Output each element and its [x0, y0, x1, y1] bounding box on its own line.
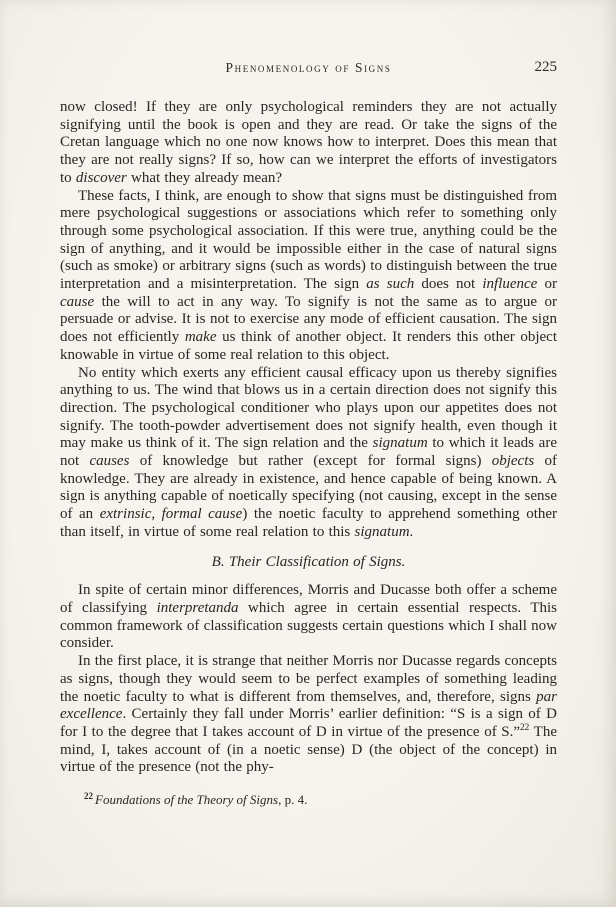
text-column — [60, 60, 557, 808]
italic-text: influence — [482, 276, 538, 293]
italic-text: objects — [491, 453, 535, 470]
italic-text: signatum — [372, 435, 428, 452]
body-text: of knowledge but rather (except for formal signs) — [129, 453, 492, 470]
paragraph — [60, 99, 557, 188]
body-text: . — [409, 523, 414, 540]
body-text: . Certainly they fall under Morris’ earlier definition: “S is a sign of D for I to the degree that I takes account of D in virtue of the presence of S.” — [60, 706, 557, 740]
body-text: ) the noetic faculty to apprehend something other than itself, in virtue of some real relation to this — [60, 506, 558, 540]
italic-text: par excellence — [60, 688, 557, 723]
body-text: what they already mean? — [126, 169, 283, 186]
running-header-title: Phenomenology of Signs — [225, 60, 392, 75]
italic-text: Foundations of the Theory of Signs — [95, 792, 279, 808]
body-text: which agree in certain essential respects. This common framework of classification suggests certain questions which I shall now consider. — [60, 599, 557, 652]
body-text: of knowledge. They are already in existence, and hence capable of being known. A sign is anything capable of noetically specifying (not causing, except in the sense of an — [60, 453, 557, 523]
footnote — [60, 792, 557, 808]
body-text: , p. 4. — [278, 792, 308, 808]
paragraph — [60, 365, 557, 542]
body-text: does not — [414, 276, 483, 293]
page-content — [60, 99, 557, 777]
italic-text: signatum — [354, 523, 410, 540]
paragraph — [60, 582, 557, 653]
italic-text: make — [184, 329, 217, 346]
footnote-text — [95, 792, 307, 807]
body-text: In spite of certain minor differences, Morris and Ducasse both offer a scheme of classifying — [60, 582, 557, 616]
running-header — [60, 60, 557, 76]
italic-text: interpretanda — [156, 599, 239, 616]
italic-text: causes — [89, 453, 130, 470]
body-text: No entity which exerts any efficient causal efficacy upon us thereby signifies anything to us. The wind that blows us in a certain direction does not signify this direction. The psychological conditioner who plays upon our appetites does not signify. The tooth-powder advertisement does not signify health, even though it may make us think of it. The sign relation and the — [60, 364, 557, 452]
paragraph — [60, 653, 557, 777]
body-text: now closed! If they are only psychological reminders they are not actually signifying until the book is open and they are read. Or take the signs of the Cretan language which no one now knows how to interpret. Does this mean that they are not really signs? If so, how can we interpret the efforts of investigators to — [60, 99, 557, 186]
body-text: These facts, I think, are enough to show that signs must be distinguished from mere psychological suggestions or associations which refer to something only through some psychological association. If this were true, anything could be the sign of anything, and it would be impossible either in the case of natural signs (such as smoke) or arbitrary signs (such as words) to distinguish between the true interpretation and a misinterpretation. The sign — [60, 187, 557, 293]
body-text: In the first place, it is strange that neither Morris nor Ducasse regards concepts as signs, though they would seem to be perfect examples of something leading the noetic faculty to what is different from themselves, and, therefore, signs — [60, 653, 557, 705]
italic-text: extrinsic, formal cause — [99, 506, 243, 523]
page-number: 225 — [534, 59, 557, 75]
body-text: The mind, I, takes account of (in a noetic sense) D (the object of the concept) in virtue of the presence (not the phy- — [60, 723, 557, 776]
paragraph — [60, 188, 557, 365]
section-heading: B. Their Classification of Signs. — [211, 553, 406, 570]
footnote-marker: 22 — [84, 790, 93, 801]
body-text: us think of another object. It renders this other object knowable in virtue of some real relation to this object. — [60, 329, 557, 363]
body-text: or — [537, 276, 557, 293]
body-text: 22 — [520, 722, 530, 733]
body-text: the will to act in any way. To signify is not the same as to argue or persuade or advise. It is not to exercise any mode of efficient causation. The sign does not efficiently — [60, 293, 557, 346]
body-text: to which it leads are not — [60, 435, 557, 470]
italic-text: discover — [75, 169, 127, 186]
italic-text: cause — [60, 293, 95, 310]
italic-text: as such — [366, 276, 415, 293]
